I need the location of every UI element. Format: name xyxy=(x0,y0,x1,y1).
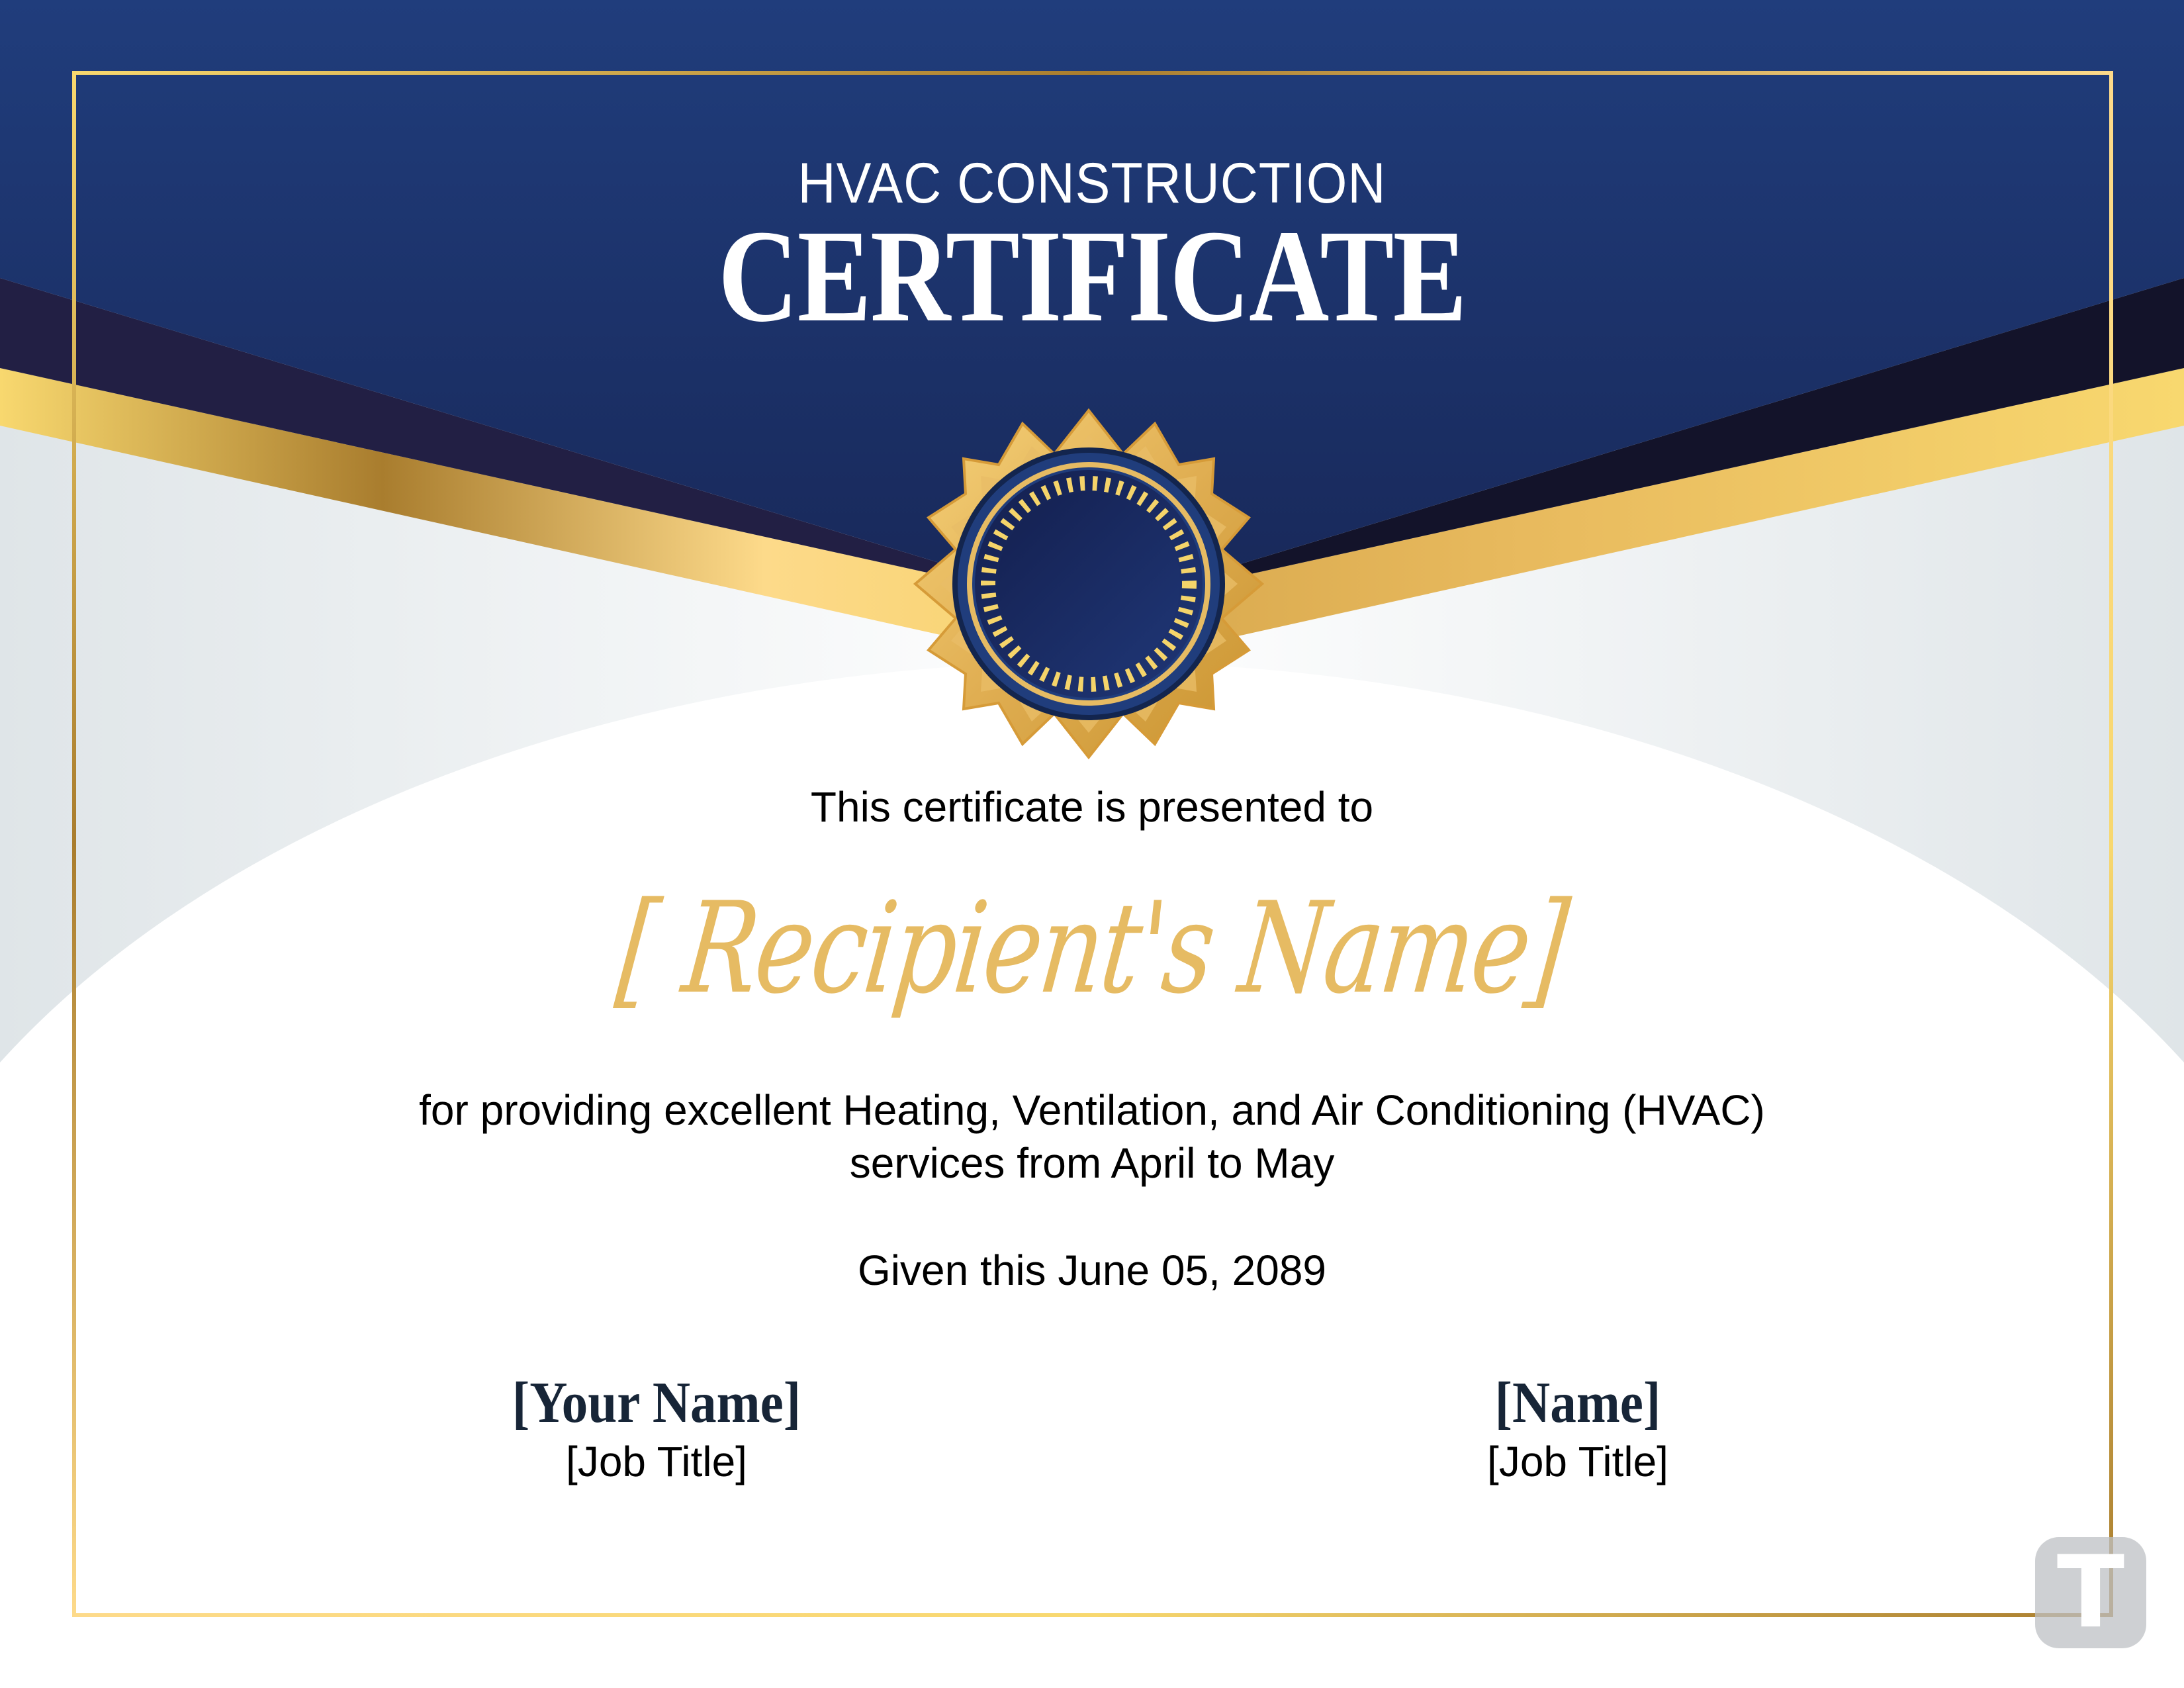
seal-badge-icon xyxy=(915,410,1262,757)
certificate-subtitle: HVAC CONSTRUCTION xyxy=(797,152,1387,215)
signature-block-left xyxy=(392,1372,921,1488)
signer-job-title[interactable]: [Job Title] xyxy=(1487,1438,1668,1485)
signer-name[interactable]: [Name] xyxy=(1494,1371,1661,1435)
given-date-text: Given this June 05, 2089 xyxy=(857,1246,1327,1294)
presented-to-text: This certificate is presented to xyxy=(810,783,1374,831)
certificate-title: CERTIFICATE xyxy=(717,203,1467,350)
body-text-line-2: services from April to May xyxy=(849,1139,1335,1187)
signer-name[interactable]: [Your Name] xyxy=(512,1371,801,1435)
signer-job-title[interactable]: [Job Title] xyxy=(566,1438,747,1485)
body-text-line-1: for providing excellent Heating, Ventilation, and Air Conditioning (HVAC) xyxy=(419,1086,1765,1134)
template-logo-icon xyxy=(2035,1537,2146,1648)
logo-letter: T xyxy=(2056,1535,2125,1650)
recipient-name-field[interactable]: [ Recipient's Name] xyxy=(611,875,1573,1021)
signature-block-right xyxy=(1313,1372,1843,1488)
